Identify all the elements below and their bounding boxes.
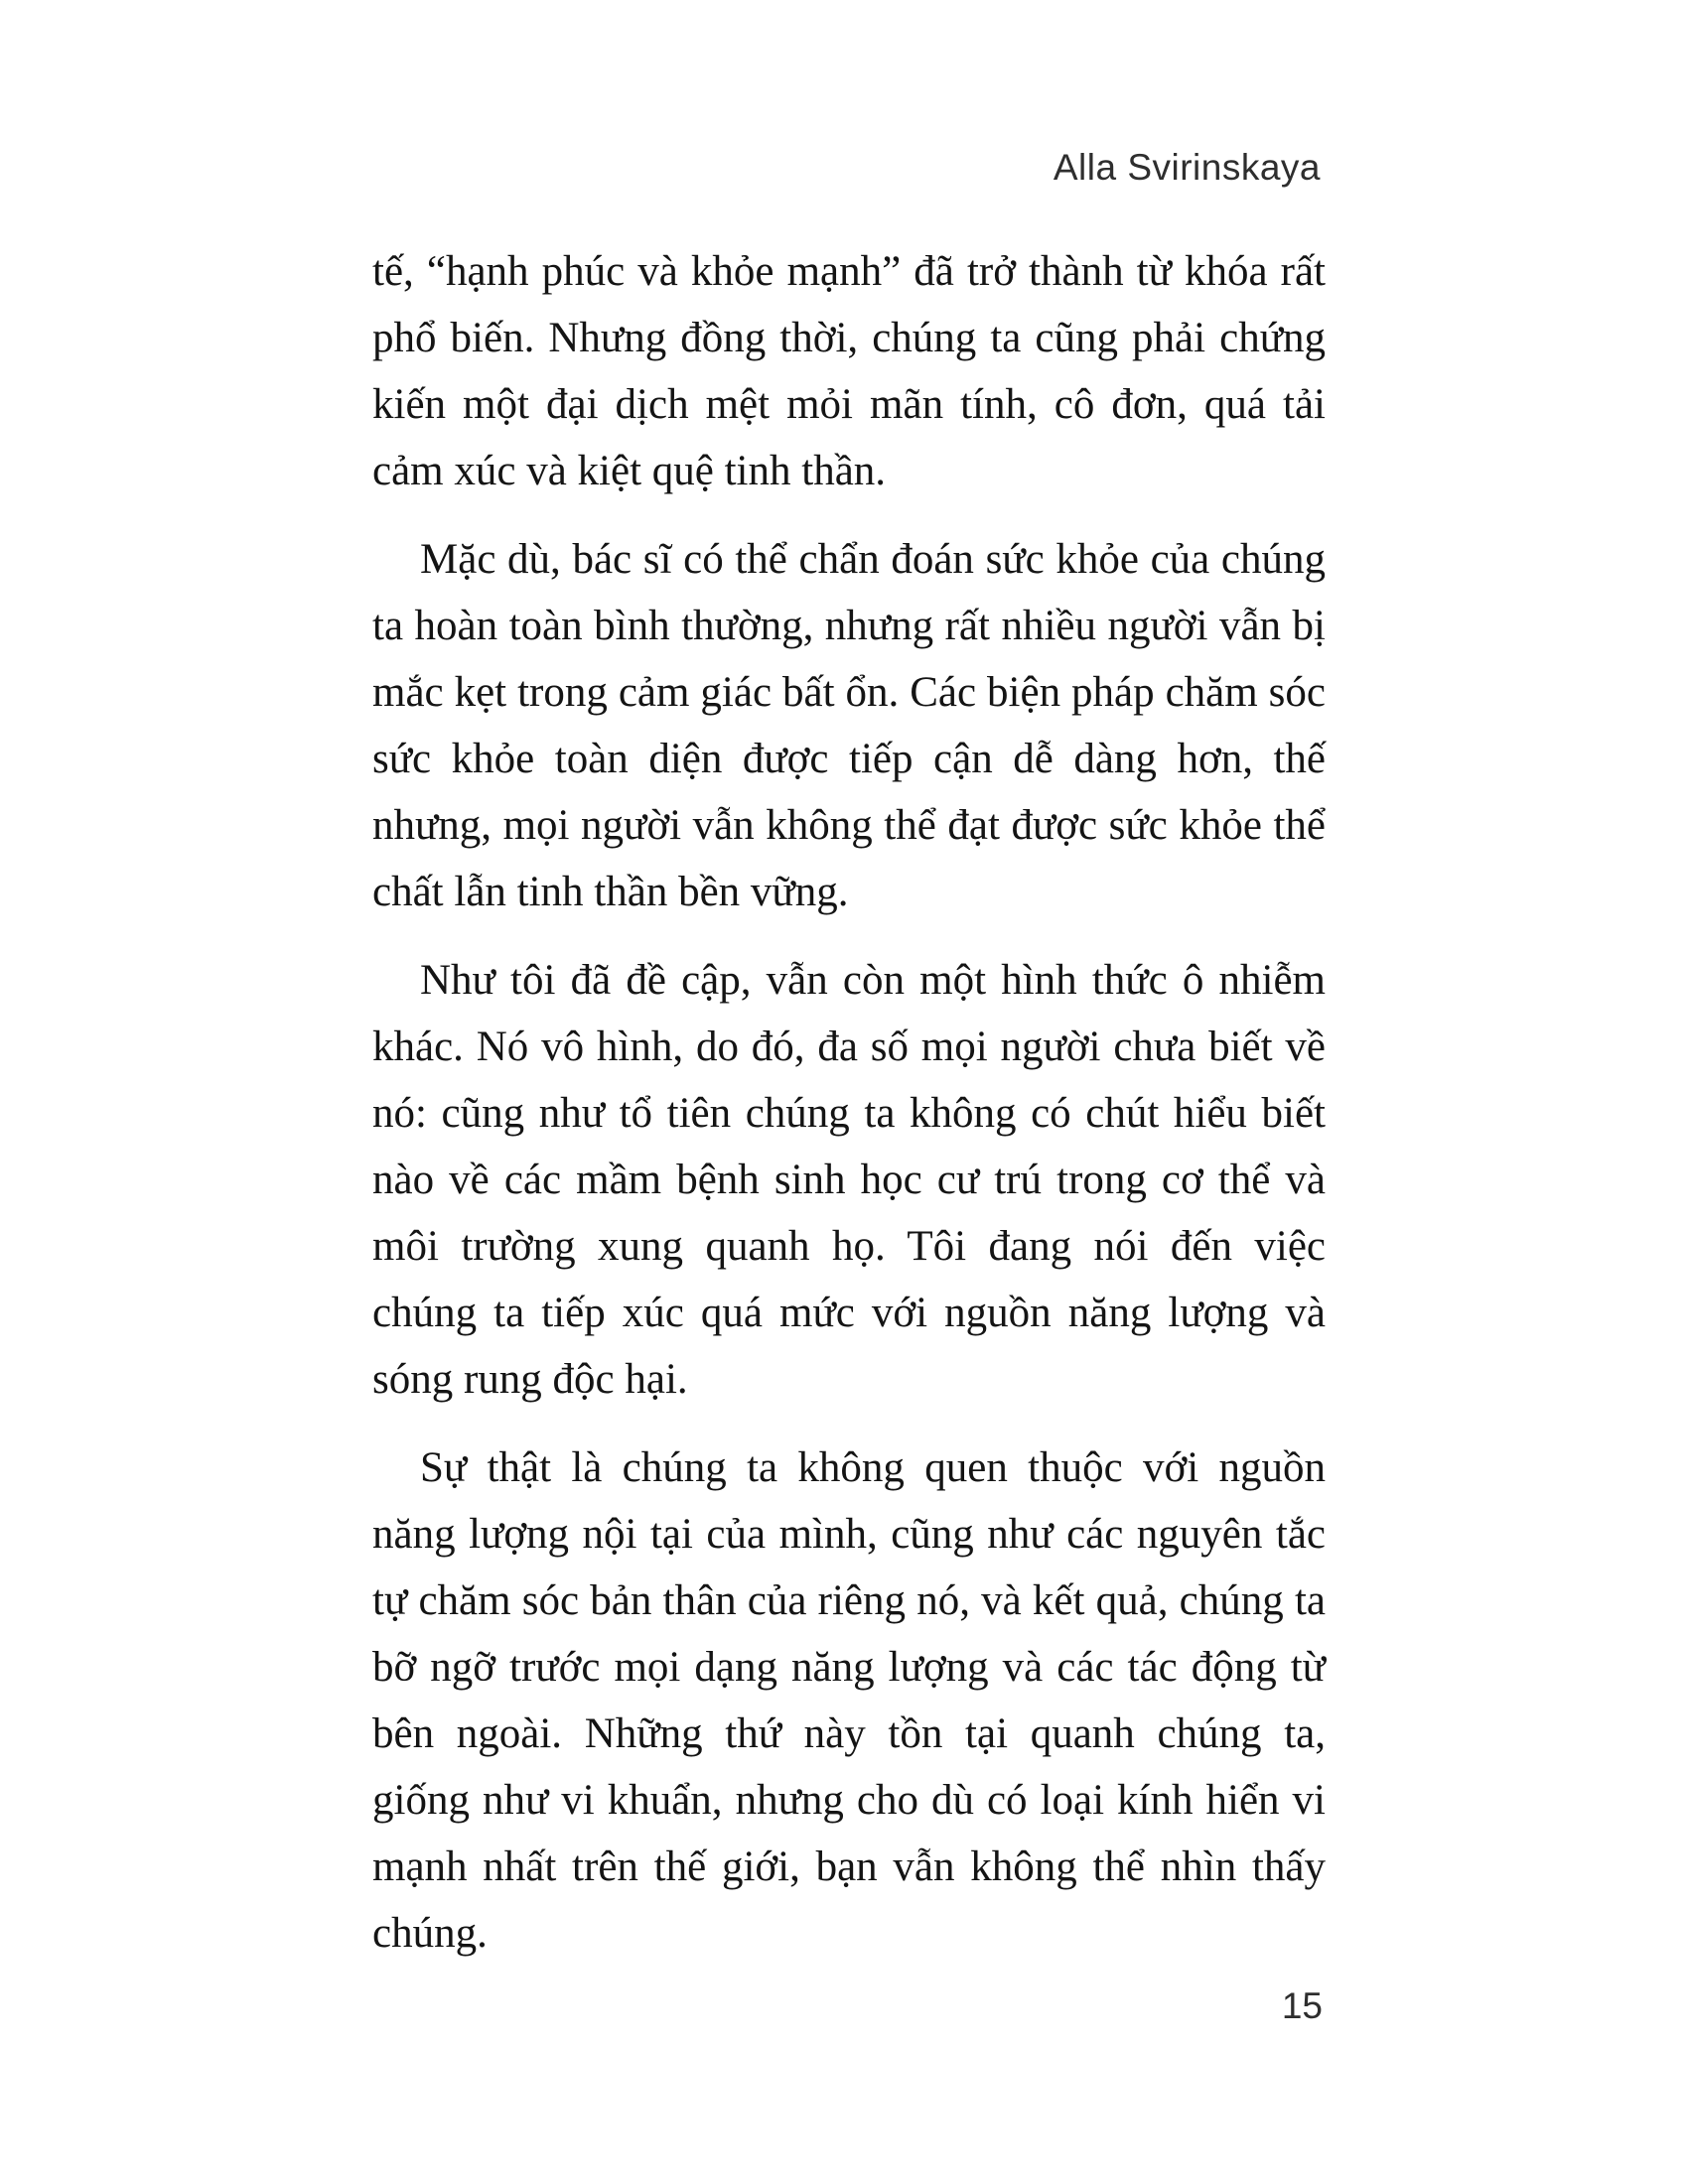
body-paragraph: Sự thật là chúng ta không quen thuộc với nguồn năng lượng nội tại của mình, cũng như các nguyên tắc tự chăm sóc bản thân của riêng nó, và kết quả, chúng ta bỡ ngỡ trước mọi dạng năng lượng và các tác động từ bên ngoài. Những thứ này tồn tại quanh chúng ta, giống như vi khuẩn, nhưng cho dù có loại kính hiển vi mạnh nhất trên thế giới, bạn vẫn không thể nhìn thấy chúng. [372,1444,1326,1957]
page-number: 15 [1281,1985,1323,2026]
running-header: Alla Svirinskaya [1053,147,1321,188]
body-paragraph: Như tôi đã đề cập, vẫn còn một hình thức ô nhiễm khác. Nó vô hình, do đó, đa số mọi người chưa biết về nó: cũng như tổ tiên chúng ta không có chút hiểu biết nào về các mầm bệnh sinh học cư trú trong cơ thể và môi trường xung quanh họ. Tôi đang nói đến việc chúng ta tiếp xúc quá mức với nguồn năng lượng và sóng rung độc hại. [372,957,1326,1403]
body-text [372,238,1326,1988]
body-paragraph: Mặc dù, bác sĩ có thể chẩn đoán sức khỏe của chúng ta hoàn toàn bình thường, nhưng rất nhiều người vẫn bị mắc kẹt trong cảm giác bất ổn. Các biện pháp chăm sóc sức khỏe toàn diện được tiếp cận dễ dàng hơn, thế nhưng, mọi người vẫn không thể đạt được sức khỏe thể chất lẫn tinh thần bền vững. [372,536,1326,915]
body-paragraph: tế, “hạnh phúc và khỏe mạnh” đã trở thành từ khóa rất phổ biến. Nhưng đồng thời, chúng ta cũng phải chứng kiến một đại dịch mệt mỏi mãn tính, cô đơn, quá tải cảm xúc và kiệt quệ tinh thần. [372,248,1326,494]
